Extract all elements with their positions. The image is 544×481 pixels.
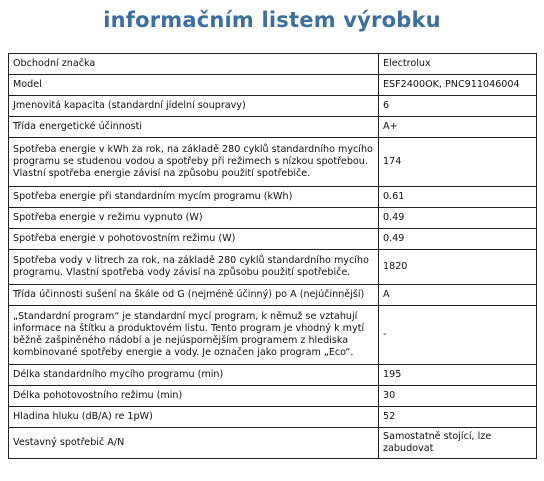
- row-value: 0.61: [379, 187, 537, 208]
- table-row: [9, 250, 537, 285]
- table-row: [9, 75, 537, 96]
- table-row: [9, 386, 537, 407]
- row-value: ESF2400OK, PNC911046004: [379, 75, 537, 96]
- row-label: Spotřeba energie v režimu vypnuto (W): [9, 208, 379, 229]
- row-value: 6: [379, 96, 537, 117]
- row-label: Jmenovitá kapacita (standardní jídelní soupravy): [9, 96, 379, 117]
- table-row: [9, 187, 537, 208]
- table-row: [9, 96, 537, 117]
- row-label: Obchodní značka: [9, 54, 379, 75]
- row-value: Samostatně stojící, lze zabudovat: [379, 428, 537, 459]
- table-row: [9, 285, 537, 306]
- table-row: [9, 229, 537, 250]
- row-label: Spotřeba energie při standardním mycím programu (kWh): [9, 187, 379, 208]
- table-row: [9, 117, 537, 138]
- row-value: 1820: [379, 250, 537, 285]
- table-row: [9, 138, 537, 187]
- table-row: [9, 208, 537, 229]
- row-label: Třída účinnosti sušení na škále od G (nejméně účinný) po A (nejúčinnější): [9, 285, 379, 306]
- row-value: -: [379, 306, 537, 365]
- row-value: 0.49: [379, 208, 537, 229]
- row-label: Vestavný spotřebič A/N: [9, 428, 379, 459]
- row-label: Spotřeba energie v kWh za rok, na základě 280 cyklů standardního mycího programu se studenou vodou a spotřeby při režimech s nízkou spotřebou. Vlastní spotřeba energie závisí na způsobu použití spotřebiče.: [9, 138, 379, 187]
- row-label: Délka pohotovostního režimu (min): [9, 386, 379, 407]
- table-row: [9, 365, 537, 386]
- row-value: 30: [379, 386, 537, 407]
- row-label: Spotřeba vody v litrech za rok, na základě 280 cyklů standardního mycího programu. Vlastní spotřeba vody závisí na způsobu použití spotřebiče.: [9, 250, 379, 285]
- row-value: 174: [379, 138, 537, 187]
- row-value: A+: [379, 117, 537, 138]
- product-info-table: [8, 53, 537, 459]
- row-value: Electrolux: [379, 54, 537, 75]
- row-value: A: [379, 285, 537, 306]
- table-row: [9, 428, 537, 459]
- page-title: informačním listem výrobku: [103, 8, 441, 32]
- row-label: „Standardní program“ je standardní mycí program, k němuž se vztahují informace na štítku a produktovém listu. Tento program je vhodný k mytí běžně zašpiněného nádobí a je nejúspornějším programem z hlediska kombinované spotřeby energie a vody. Je označen jako program „Eco“.: [9, 306, 379, 365]
- row-value: 195: [379, 365, 537, 386]
- row-value: 52: [379, 407, 537, 428]
- row-label: Model: [9, 75, 379, 96]
- table-row: [9, 306, 537, 365]
- row-label: Hladina hluku (dB/A) re 1pW): [9, 407, 379, 428]
- table-row: [9, 54, 537, 75]
- row-label: Délka standardního mycího programu (min): [9, 365, 379, 386]
- row-value: 0.49: [379, 229, 537, 250]
- row-label: Třída energetické účinnosti: [9, 117, 379, 138]
- table-row: [9, 407, 537, 428]
- row-label: Spotřeba energie v pohotovostním režimu (W): [9, 229, 379, 250]
